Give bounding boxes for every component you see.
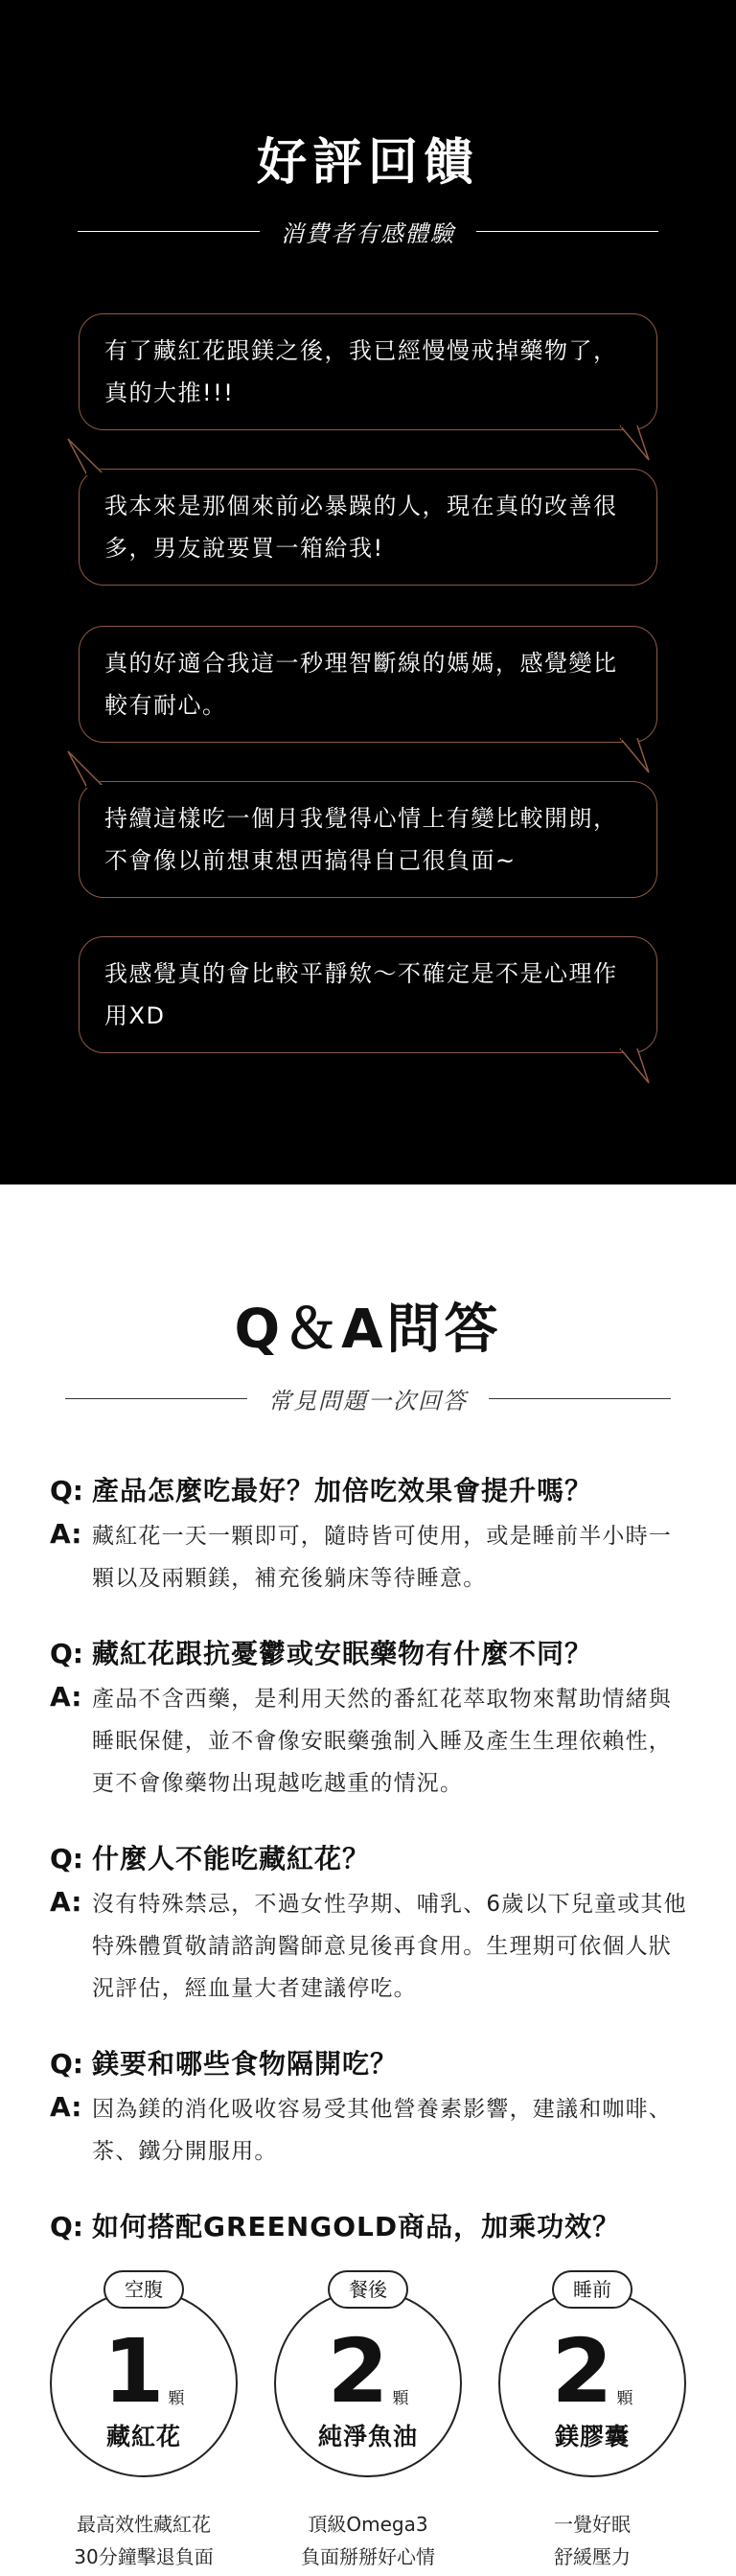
- dosage-unit: 顆: [616, 2389, 633, 2408]
- q-mark: Q:: [50, 1475, 83, 1506]
- dosage-number: 1: [103, 2320, 165, 2423]
- review-bubbles: [0, 313, 736, 1109]
- product-desc: [74, 2508, 213, 2573]
- dosage: [500, 2320, 684, 2423]
- combo-circle: [50, 2278, 238, 2477]
- reviews-subtitle: 消費者有感體驗: [281, 220, 455, 247]
- question-text: 什麼人不能吃藏紅花？: [92, 1843, 371, 1874]
- review-bubble: [79, 313, 657, 430]
- review-bubble: [79, 626, 657, 743]
- qa-subtitle-row: [0, 1382, 736, 1415]
- product-desc-line: 最高效性藏紅花: [76, 2513, 211, 2536]
- product-name: 鎂膠囊: [554, 2423, 630, 2450]
- combo-item: [274, 2278, 462, 2573]
- answer-row: [50, 1678, 688, 1805]
- review-bubble: [79, 469, 657, 586]
- divider-line-left: [78, 231, 260, 232]
- qa-subtitle: 常見問題一次回答: [268, 1388, 468, 1414]
- product-desc-line: 舒緩壓力: [554, 2545, 631, 2568]
- question-row: [50, 2209, 688, 2245]
- answer-row: [50, 2088, 688, 2173]
- time-badge: 空腹: [104, 2270, 184, 2309]
- speech-tail-icon: [66, 437, 108, 475]
- review-bubble: [79, 936, 657, 1053]
- qa-title: Q＆A問答: [234, 1299, 502, 1361]
- q-mark: Q:: [50, 2211, 83, 2242]
- review-bubble: [79, 781, 657, 898]
- q-mark: Q:: [50, 2048, 83, 2080]
- product-name: 純淨魚油: [317, 2423, 418, 2450]
- a-mark: A:: [50, 1681, 82, 1713]
- a-mark: A:: [50, 1518, 82, 1550]
- time-badge: 睡前: [552, 2270, 632, 2309]
- qa-item: [50, 2209, 688, 2245]
- question-text: 產品怎麼吃最好？加倍吃效果會提升嗎？: [92, 1475, 593, 1506]
- review-text: 我感覺真的會比較平靜欸～不確定是不是心理作用XD: [104, 960, 618, 1029]
- qa-section: [0, 1184, 736, 2576]
- speech-tail-icon: [618, 1048, 656, 1087]
- dosage: [276, 2320, 460, 2423]
- reviews-subtitle-row: [0, 215, 736, 248]
- answer-text: 藏紅花一天一顆即可，隨時皆可使用，或是睡前半小時一顆以及兩顆鎂，補充後躺床等待睡意。: [92, 1524, 672, 1591]
- product-desc-line: 頂級Omega3: [308, 2513, 428, 2536]
- review-text: 有了藏紅花跟鎂之後，我已經慢慢戒掉藥物了，真的大推!!!: [104, 337, 618, 406]
- product-desc-line: 一覺好眠: [554, 2513, 631, 2536]
- review-text: 真的好適合我這一秒理智斷線的媽媽，感覺變比較有耐心。: [104, 650, 618, 719]
- dosage-unit: 顆: [392, 2389, 409, 2408]
- a-mark: A:: [50, 1886, 82, 1918]
- qa-item: [50, 1636, 688, 1805]
- qa-item: [50, 2046, 688, 2173]
- product-desc: [301, 2508, 435, 2573]
- product-desc-line: 負面掰掰好心情: [301, 2545, 435, 2568]
- q-mark: Q:: [50, 1638, 83, 1669]
- product-desc-line: 30分鐘擊退負面: [74, 2545, 214, 2568]
- qa-item: [50, 1473, 688, 1599]
- dosage-number: 2: [327, 2320, 389, 2423]
- question-row: [50, 1473, 688, 1509]
- combo-item: [50, 2278, 238, 2573]
- speech-tail-icon: [66, 749, 108, 788]
- question-text: 如何搭配GREENGOLD商品，加乘功效？: [92, 2211, 621, 2242]
- speech-tail-icon: [618, 738, 656, 776]
- combo-circles: [0, 2278, 736, 2573]
- question-text: 藏紅花跟抗憂鬱或安眠藥物有什麼不同？: [92, 1638, 593, 1669]
- q-mark: Q:: [50, 1843, 83, 1874]
- review-text: 持續這樣吃一個月我覺得心情上有變比較開朗，不會像以前想東想西搞得自己很負面~: [104, 805, 618, 874]
- answer-text: 產品不含西藥，是利用天然的番紅花萃取物來幫助情緒與睡眠保健，並不會像安眠藥強制入睡及產生生理依賴性，更不會像藥物出現越吃越重的情況。: [92, 1687, 672, 1796]
- combo-circle: [274, 2278, 462, 2477]
- speech-tail-icon: [618, 426, 656, 464]
- time-badge: 餐後: [328, 2270, 408, 2309]
- divider-line-right: [476, 231, 658, 232]
- product-desc: [554, 2508, 631, 2573]
- question-row: [50, 1841, 688, 1877]
- answer-row: [50, 1515, 688, 1599]
- reviews-section: [0, 0, 736, 1184]
- answer-text: 沒有特殊禁忌，不過女性孕期、哺乳、6歲以下兒童或其他特殊體質敬請諮詢醫師意見後再食用。生理期可依個人狀況評估，經血量大者建議停吃。: [92, 1892, 687, 2001]
- answer-row: [50, 1883, 688, 2010]
- reviews-title: 好評回饋: [256, 134, 479, 192]
- question-row: [50, 1636, 688, 1672]
- qa-list: [0, 1473, 736, 2245]
- product-name: 藏紅花: [105, 2423, 181, 2450]
- combo-circle: [498, 2278, 686, 2477]
- combo-item: [498, 2278, 686, 2573]
- dosage-unit: 顆: [168, 2389, 185, 2408]
- dosage: [52, 2320, 236, 2423]
- a-mark: A:: [50, 2091, 82, 2123]
- divider-line-right: [489, 1398, 671, 1399]
- divider-line-left: [65, 1398, 247, 1399]
- question-text: 鎂要和哪些食物隔開吃？: [92, 2048, 399, 2080]
- qa-item: [50, 1841, 688, 2010]
- dosage-number: 2: [551, 2320, 613, 2423]
- answer-text: 因為鎂的消化吸收容易受其他營養素影響，建議和咖啡、茶、鐵分開服用。: [92, 2097, 672, 2164]
- review-text: 我本來是那個來前必暴躁的人，現在真的改善很多，男友說要買一箱給我!: [104, 493, 618, 562]
- question-row: [50, 2046, 688, 2082]
